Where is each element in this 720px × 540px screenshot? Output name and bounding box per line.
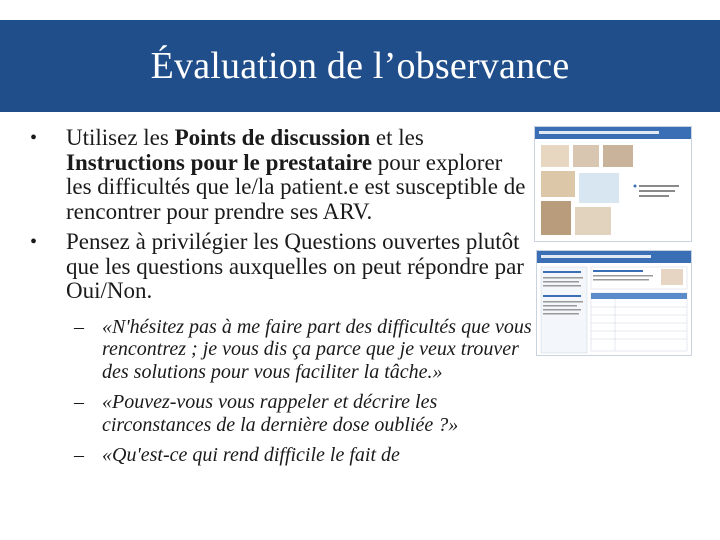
- bullet-1-text: Utilisez les: [66, 125, 175, 150]
- sub-bullet-3: [30, 444, 542, 467]
- sub-bullet-2-dash: –: [74, 391, 84, 413]
- bullet-2-text: Pensez à privilégier les Questions ouvertes plutôt que les questions auxquelles on peut répondre par Oui/Non.: [66, 229, 524, 303]
- sub-bullet-3-dash: –: [74, 444, 84, 466]
- sub-bullet-2: [30, 391, 542, 436]
- thumbnail-discussion-points: [534, 126, 692, 242]
- thumbnail-provider-instructions: [536, 250, 692, 356]
- slide-content: [30, 126, 530, 467]
- bullet-1-bold-instructions: Instructions pour le prestataire: [66, 149, 373, 175]
- slide-title: Évaluation de l’observance: [150, 45, 570, 87]
- thumbnail-discussion-points-image: [535, 127, 691, 241]
- sub-bullet-1-text: «N'hésitez pas à me faire part des difficultés que vous rencontrez ; je vous dis ça parce que je veux trouver des solutions pour vous faciliter la tâche.»: [102, 315, 532, 383]
- bullet-2: [30, 230, 530, 304]
- sub-bullet-2-text: «Pouvez-vous vous rappeler et décrire les circonstances de la dernière dose oubliée ?»: [102, 391, 459, 436]
- sub-bullet-1: [30, 316, 542, 384]
- bullet-1-bold-points: Points de discussion: [174, 125, 371, 150]
- sub-bullet-1-dash: –: [74, 315, 84, 338]
- bullet-1-text-2: et les: [370, 125, 424, 150]
- thumbnail-provider-instructions-image: [537, 251, 691, 355]
- sub-bullet-3-text: «Qu'est-ce qui rend difficile le fait de: [102, 444, 400, 466]
- bullet-1: [30, 126, 530, 224]
- bullet-1-text-3: pour explorer les difficultés que le/la patient.e est susceptible de rencontrer pour prendre ses ARV.: [66, 149, 526, 224]
